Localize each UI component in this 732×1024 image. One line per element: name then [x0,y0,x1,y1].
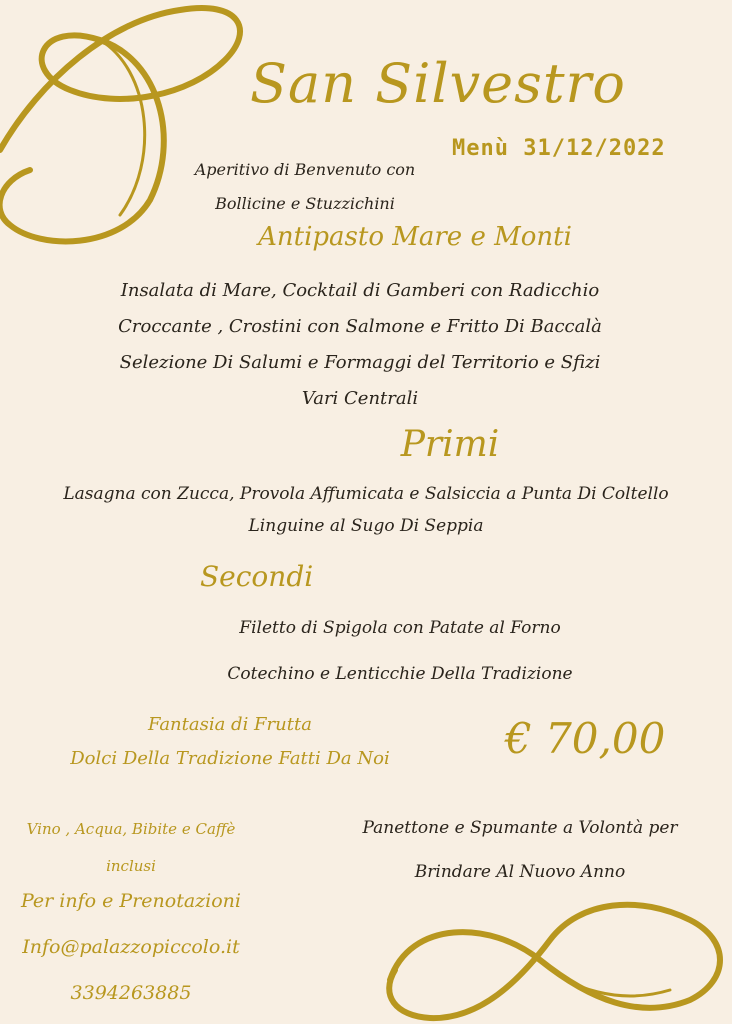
beverages-line-1: Vino , Acqua, Bibite e Caffè [26,820,236,838]
panettone-line-1: Panettone e Spumante a Volontà per [362,818,678,838]
dolci-line: Dolci Della Tradizione Fatti Da Noi [70,748,390,769]
flourish-top-left-icon [0,0,260,260]
primi-heading: Primi [400,424,500,465]
panettone-line-2: Brindare Al Nuovo Anno [414,862,626,882]
antipasto-line: Insalata di Mare, Cocktail di Gamberi con Radicchio [120,280,600,301]
price: € 70,00 [505,714,666,763]
antipasto-heading: Antipasto Mare e Monti [258,222,572,252]
secondi-line: Filetto di Spigola con Patate al Forno [239,618,561,638]
aperitivo-line-2: Bollicine e Stuzzichini [215,194,395,213]
antipasto-line: Croccante , Crostini con Salmone e Fritto Di Baccalà [118,316,602,337]
antipasto-line: Selezione Di Salumi e Formaggi del Territorio e Sfizi [119,352,601,373]
flourish-bottom-right-icon [380,880,732,1024]
aperitivo-line-1: Aperitivo di Benvenuto con [194,160,416,179]
contact-email[interactable]: Info@palazzopiccolo.it [22,936,240,958]
secondi-line: Cotechino e Lenticchie Della Tradizione [227,664,573,684]
menu-date: Menù 31/12/2022 [452,136,666,161]
secondi-heading: Secondi [200,560,314,593]
primi-line: Linguine al Sugo Di Seppia [248,516,484,536]
beverages-line-2: inclusi [106,857,156,875]
primi-line: Lasagna con Zucca, Provola Affumicata e Salsiccia a Punta Di Coltello [63,484,669,504]
antipasto-line: Vari Centrali [301,388,419,409]
page-title: San Silvestro [250,52,626,115]
contact-heading: Per info e Prenotazioni [21,890,241,912]
contact-phone[interactable]: 3394263885 [70,982,192,1004]
dolci-line: Fantasia di Frutta [148,714,312,735]
